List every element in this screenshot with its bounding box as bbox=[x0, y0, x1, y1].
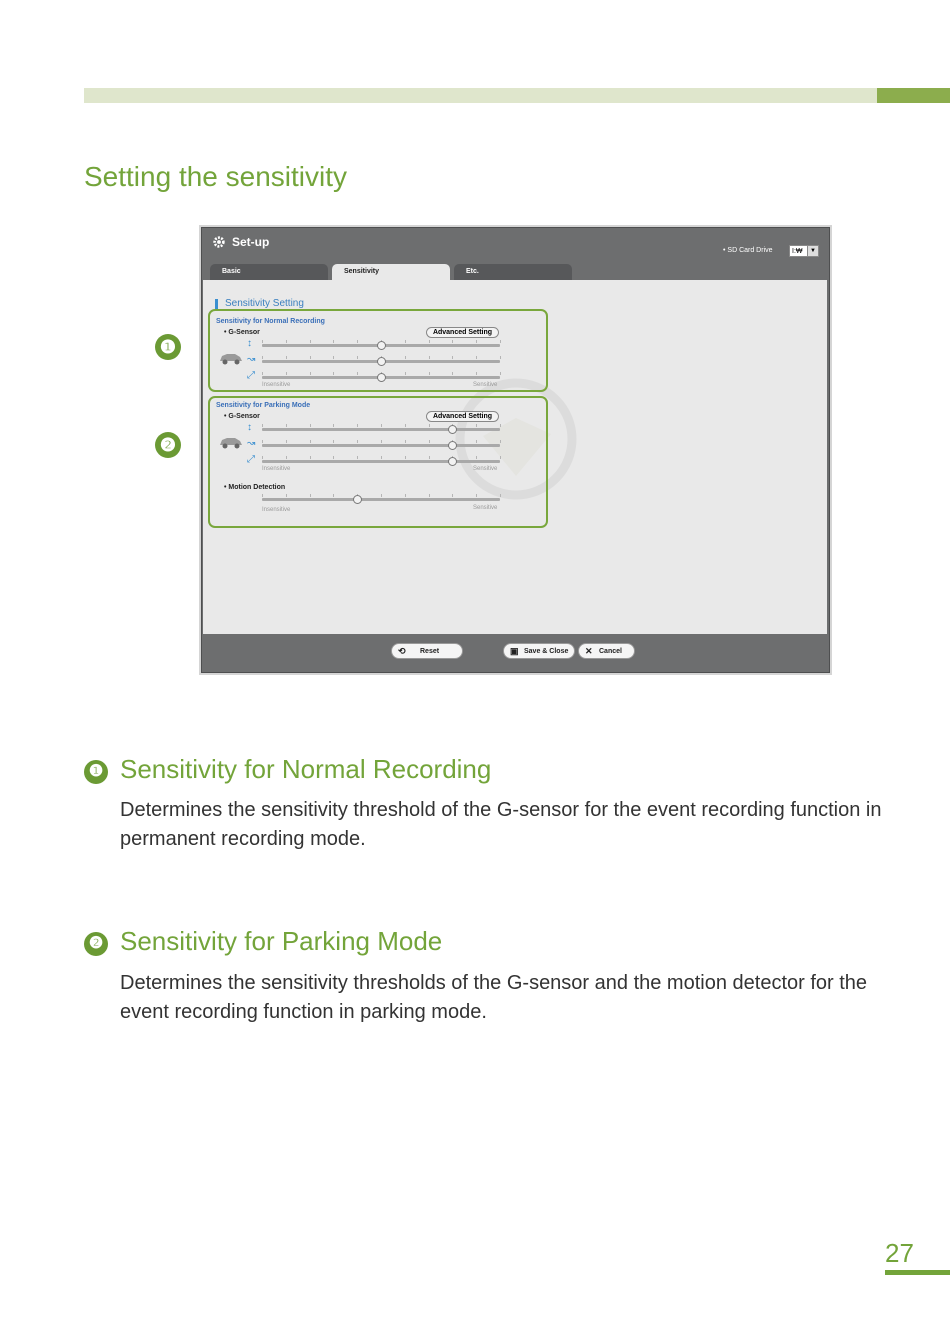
normal-slider-diagonal[interactable] bbox=[262, 376, 500, 379]
header-bar bbox=[84, 88, 877, 103]
diagonal-axis-icon: ⤢ bbox=[247, 454, 255, 465]
item-marker-1: ❶ bbox=[84, 760, 108, 784]
slider-tick bbox=[429, 456, 430, 459]
slider-tick bbox=[286, 340, 287, 343]
slider-tick bbox=[357, 356, 358, 359]
slider-tick bbox=[476, 440, 477, 443]
window-title-text: Set-up bbox=[232, 235, 270, 249]
slider-tick bbox=[405, 456, 406, 459]
slider-tick bbox=[476, 456, 477, 459]
marker-1: ❶ bbox=[155, 334, 181, 360]
slider-tick bbox=[310, 424, 311, 427]
slider-tick bbox=[429, 356, 430, 359]
tab-sensitivity[interactable]: Sensitivity bbox=[332, 264, 450, 281]
slider-knob[interactable] bbox=[448, 457, 457, 466]
slider-tick bbox=[286, 456, 287, 459]
slider-tick bbox=[286, 372, 287, 375]
normal-recording-panel bbox=[208, 309, 548, 392]
slider-tick bbox=[405, 494, 406, 497]
slider-tick bbox=[333, 424, 334, 427]
slider-tick bbox=[310, 494, 311, 497]
parking-sensitive-label: Sensitive bbox=[473, 466, 498, 472]
tab-basic[interactable]: Basic bbox=[210, 264, 328, 280]
slider-tick bbox=[476, 356, 477, 359]
slider-tick bbox=[333, 440, 334, 443]
setup-window bbox=[201, 227, 830, 673]
slider-tick bbox=[500, 340, 501, 343]
slider-tick bbox=[262, 356, 263, 359]
window-footer bbox=[203, 634, 827, 671]
slider-tick bbox=[310, 456, 311, 459]
normal-insensitive-label: Insensitive bbox=[262, 382, 291, 388]
motion-detection-slider[interactable] bbox=[262, 498, 500, 501]
slider-tick bbox=[429, 494, 430, 497]
tab-etc[interactable]: Etc. bbox=[454, 264, 572, 280]
slider-tick bbox=[452, 340, 453, 343]
diagonal-axis-icon: ⤢ bbox=[247, 370, 255, 381]
normal-slider-lateral[interactable] bbox=[262, 360, 500, 363]
slider-tick bbox=[500, 494, 501, 497]
slider-tick bbox=[405, 440, 406, 443]
lateral-axis-icon: ↝ bbox=[247, 354, 256, 365]
sensitivity-setting-title: Sensitivity Setting bbox=[215, 299, 304, 309]
page-number-underline bbox=[885, 1270, 950, 1275]
save-close-label: Save & Close bbox=[524, 648, 569, 655]
item-text-normal-recording: Determines the sensitivity threshold of the G-sensor for the event recording function in permanent recording mode. bbox=[120, 799, 882, 850]
slider-tick bbox=[333, 456, 334, 459]
slider-tick bbox=[357, 456, 358, 459]
normal-advanced-setting-button[interactable]: Advanced Setting bbox=[426, 327, 499, 338]
page-title: Setting the sensitivity bbox=[84, 161, 348, 192]
save-icon: ▣ bbox=[510, 646, 519, 656]
sd-drive-select[interactable] bbox=[789, 245, 819, 257]
sd-drive-value: I:₩ bbox=[792, 248, 803, 255]
slider-tick bbox=[452, 372, 453, 375]
slider-tick bbox=[333, 340, 334, 343]
slider-tick bbox=[405, 424, 406, 427]
slider-tick bbox=[500, 424, 501, 427]
slider-tick bbox=[476, 340, 477, 343]
sd-card-label: • SD Card Drive bbox=[723, 247, 773, 254]
slider-tick bbox=[262, 494, 263, 497]
close-icon: ✕ bbox=[585, 646, 593, 656]
cancel-button[interactable] bbox=[578, 643, 635, 659]
slider-tick bbox=[381, 494, 382, 497]
slider-tick bbox=[500, 456, 501, 459]
slider-tick bbox=[333, 372, 334, 375]
slider-tick bbox=[286, 440, 287, 443]
slider-tick bbox=[429, 424, 430, 427]
slider-tick bbox=[429, 372, 430, 375]
page-number: 27 bbox=[885, 1238, 914, 1268]
slider-tick bbox=[357, 424, 358, 427]
slider-tick bbox=[262, 424, 263, 427]
slider-tick bbox=[476, 424, 477, 427]
slider-knob[interactable] bbox=[448, 441, 457, 450]
normal-sensitive-label: Sensitive bbox=[473, 382, 498, 388]
parking-mode-title: Sensitivity for Parking Mode bbox=[216, 402, 311, 409]
slider-tick bbox=[500, 356, 501, 359]
slider-tick bbox=[476, 494, 477, 497]
normal-gsensor-label: • G-Sensor bbox=[224, 329, 260, 336]
slider-tick bbox=[333, 494, 334, 497]
parking-gsensor-label: • G-Sensor bbox=[224, 413, 260, 420]
slider-tick bbox=[262, 456, 263, 459]
slider-tick bbox=[405, 372, 406, 375]
slider-tick bbox=[429, 340, 430, 343]
normal-recording-title: Sensitivity for Normal Recording bbox=[216, 318, 325, 325]
item-heading-normal-recording: Sensitivity for Normal Recording bbox=[120, 754, 492, 784]
motion-detection-label: • Motion Detection bbox=[224, 484, 286, 491]
reset-icon: ⟲ bbox=[398, 646, 406, 656]
slider-knob[interactable] bbox=[377, 373, 386, 382]
reset-label: Reset bbox=[420, 648, 440, 655]
slider-tick bbox=[405, 356, 406, 359]
slider-tick bbox=[357, 440, 358, 443]
reset-button[interactable] bbox=[391, 643, 463, 659]
motion-sensitive-label: Sensitive bbox=[473, 505, 498, 511]
parking-slider-diagonal[interactable] bbox=[262, 460, 500, 463]
slider-tick bbox=[357, 340, 358, 343]
slider-tick bbox=[381, 440, 382, 443]
parking-insensitive-label: Insensitive bbox=[262, 466, 291, 472]
slider-tick bbox=[452, 494, 453, 497]
lateral-axis-icon: ↝ bbox=[247, 438, 256, 449]
parking-slider-lateral[interactable] bbox=[262, 444, 500, 447]
slider-tick bbox=[357, 372, 358, 375]
slider-tick bbox=[310, 440, 311, 443]
slider-tick bbox=[405, 340, 406, 343]
slider-tick bbox=[310, 356, 311, 359]
slider-tick bbox=[310, 372, 311, 375]
slider-tick bbox=[262, 340, 263, 343]
parking-slider-vertical[interactable] bbox=[262, 428, 500, 431]
slider-tick bbox=[452, 356, 453, 359]
item-marker-2: ❷ bbox=[84, 932, 108, 956]
slider-tick bbox=[381, 424, 382, 427]
vertical-axis-icon: ↕ bbox=[247, 422, 252, 433]
chevron-down-icon: ▼ bbox=[807, 246, 818, 256]
slider-tick bbox=[286, 494, 287, 497]
marker-2: ❷ bbox=[155, 432, 181, 458]
cancel-label: Cancel bbox=[599, 648, 622, 655]
slider-tick bbox=[500, 372, 501, 375]
slider-tick bbox=[333, 356, 334, 359]
vertical-axis-icon: ↕ bbox=[247, 338, 252, 349]
slider-tick bbox=[500, 440, 501, 443]
slider-tick bbox=[381, 456, 382, 459]
slider-tick bbox=[476, 372, 477, 375]
slider-tick bbox=[286, 424, 287, 427]
parking-mode-panel bbox=[208, 396, 548, 528]
slider-tick bbox=[262, 372, 263, 375]
motion-insensitive-label: Insensitive bbox=[262, 507, 291, 513]
car-icon bbox=[218, 351, 244, 365]
save-close-button[interactable] bbox=[503, 643, 575, 659]
normal-slider-vertical[interactable] bbox=[262, 344, 500, 347]
parking-advanced-setting-button[interactable]: Advanced Setting bbox=[426, 411, 499, 422]
slider-knob[interactable] bbox=[377, 357, 386, 366]
slider-knob[interactable] bbox=[377, 341, 386, 350]
window-title bbox=[212, 235, 269, 249]
item-heading-parking-mode: Sensitivity for Parking Mode bbox=[120, 926, 443, 956]
gear-icon bbox=[212, 235, 226, 249]
slider-knob[interactable] bbox=[353, 495, 362, 504]
slider-tick bbox=[286, 356, 287, 359]
slider-tick bbox=[429, 440, 430, 443]
slider-tick bbox=[262, 440, 263, 443]
slider-tick bbox=[310, 340, 311, 343]
window-body bbox=[203, 280, 827, 634]
slider-knob[interactable] bbox=[448, 425, 457, 434]
item-text-parking-mode: Determines the sensitivity thresholds of the G-sensor and the motion detector for the event recording function in parking mode. bbox=[120, 972, 868, 1023]
car-icon bbox=[218, 435, 244, 449]
header-bar-accent bbox=[877, 88, 950, 103]
